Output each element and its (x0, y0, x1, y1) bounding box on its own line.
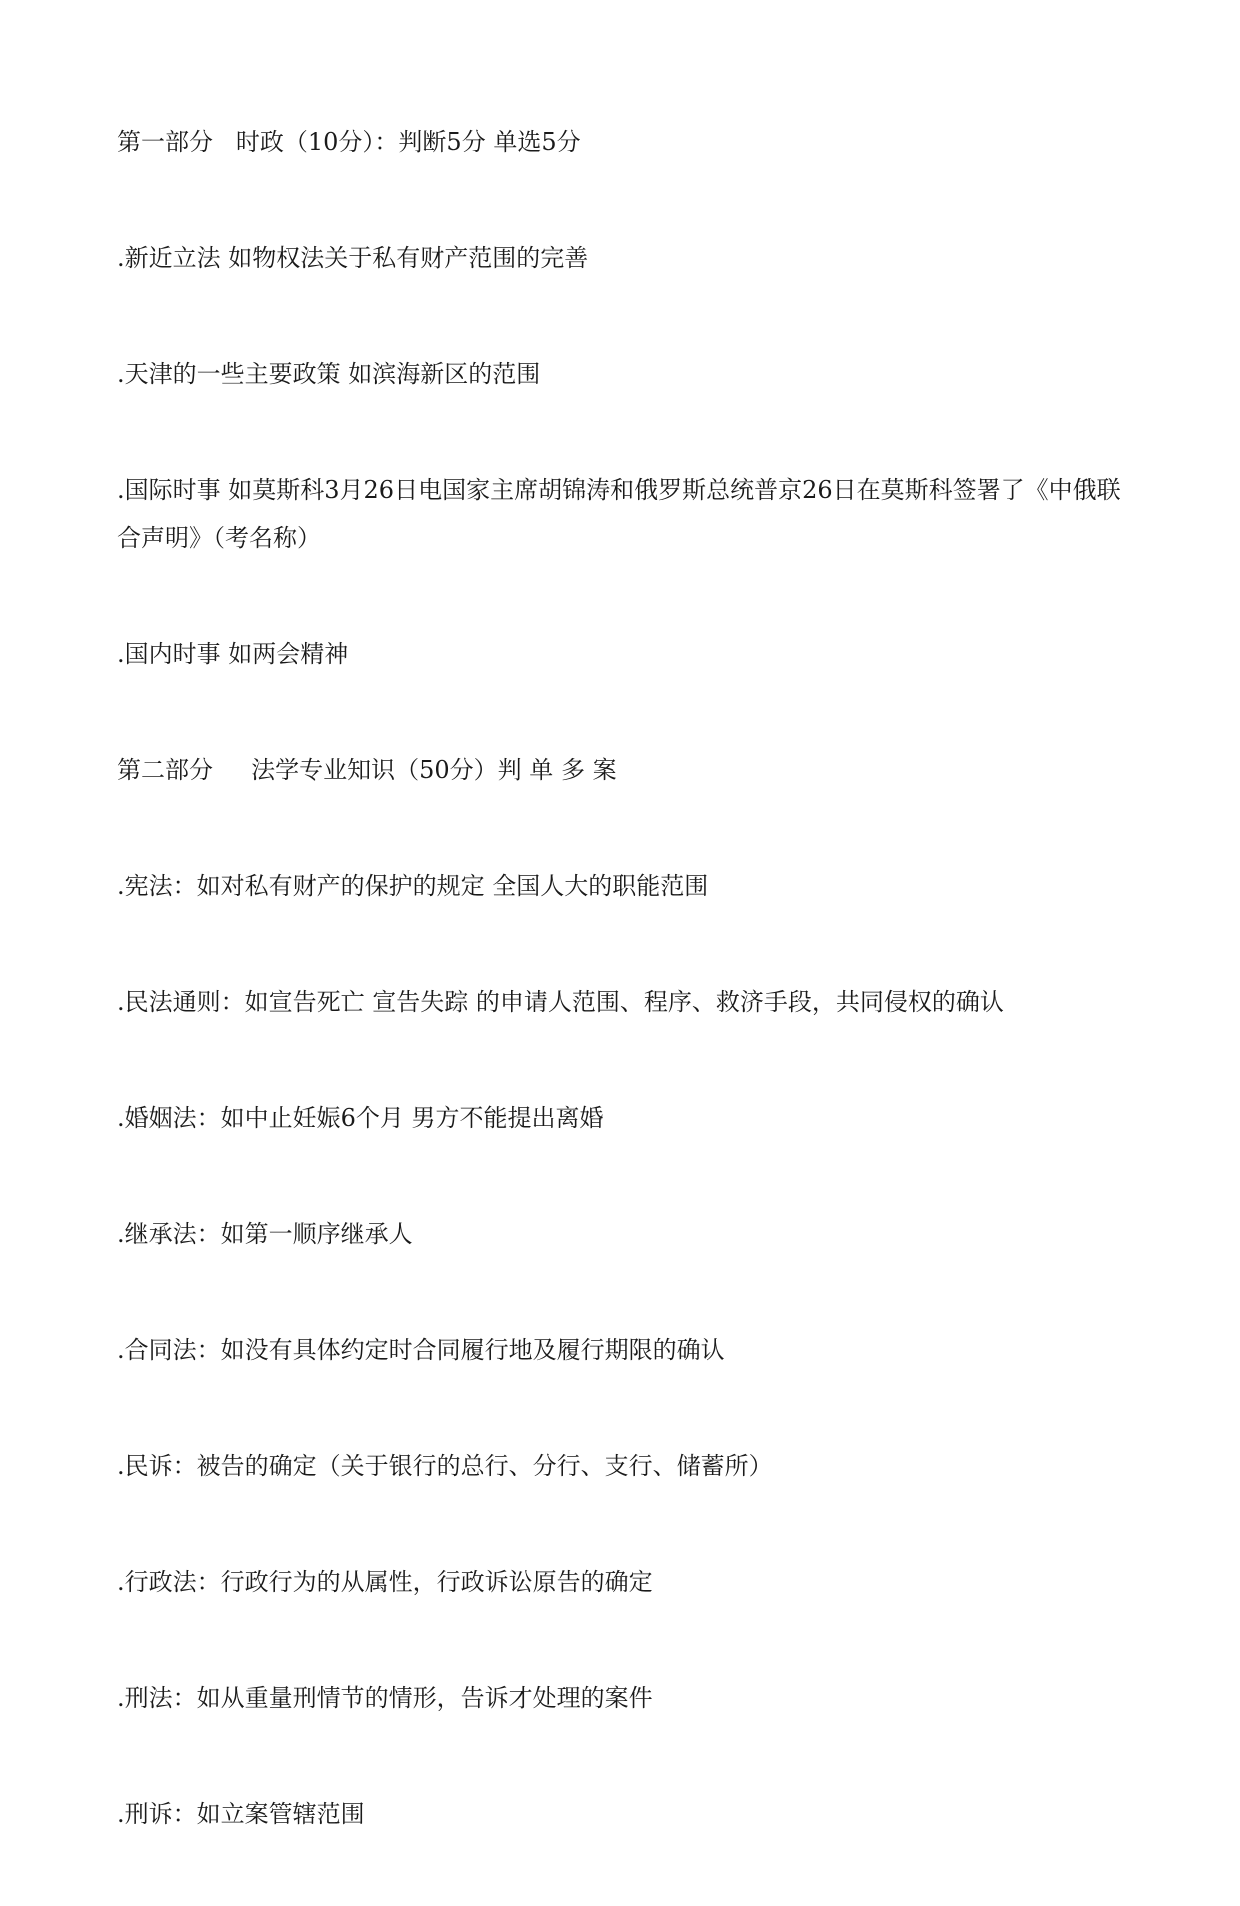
list-item: .民法通则：如宣告死亡 宣告失踪 的申请人范围、程序、救济手段，共同侵权的确认 (117, 988, 1004, 1016)
document-body (117, 118, 1127, 1906)
list-item: .民诉：被告的确定（关于银行的总行、分行、支行、储蓄所） (117, 1452, 773, 1480)
list-item: .行政法：行政行为的从属性，行政诉讼原告的确定 (117, 1568, 653, 1596)
list-item: .继承法：如第一顺序继承人 (117, 1220, 413, 1248)
list-item: .宪法：如对私有财产的保护的规定 全国人大的职能范围 (117, 872, 709, 900)
list-item: .国内时事 如两会精神 (117, 640, 349, 668)
list-item: .天津的一些主要政策 如滨海新区的范围 (117, 360, 541, 388)
list-item: .合同法：如没有具体约定时合同履行地及履行期限的确认 (117, 1336, 725, 1364)
list-item: .新近立法 如物权法关于私有财产范围的完善 (117, 244, 589, 272)
list-item: .刑法：如从重量刑情节的情形，告诉才处理的案件 (117, 1684, 653, 1712)
section-heading-2: 第二部分 法学专业知识（50分）判 单 多 案 (117, 756, 617, 784)
section-heading-1: 第一部分 时政（10分）：判断5分 单选5分 (117, 128, 581, 156)
list-item: .婚姻法：如中止妊娠6个月 男方不能提出离婚 (117, 1104, 604, 1132)
list-item: .刑诉：如立案管辖范围 (117, 1800, 365, 1828)
list-item: .国际时事 如莫斯科3月26日电国家主席胡锦涛和俄罗斯总统普京26日在莫斯科签署了《中俄联合声明》（考名称） (117, 476, 1121, 552)
